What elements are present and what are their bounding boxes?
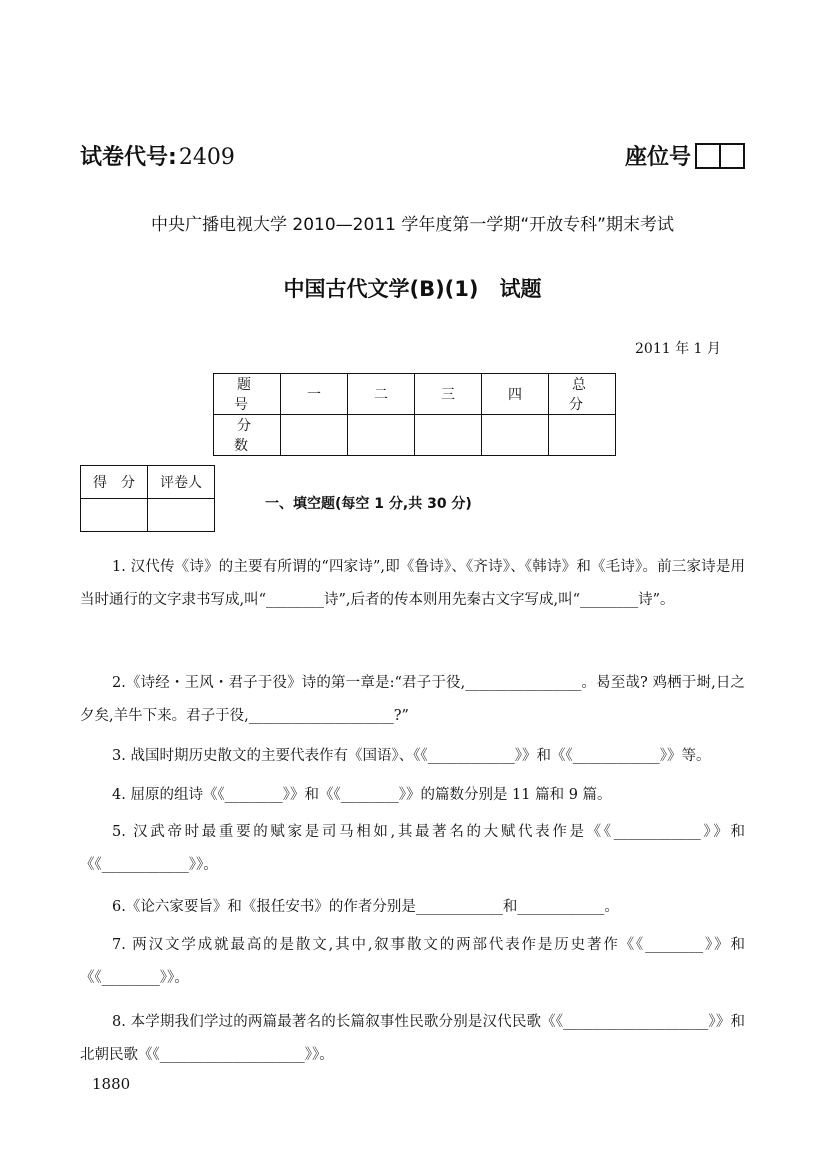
grader-name-label: 评卷人 bbox=[148, 466, 215, 499]
paper-code-label: 试卷代号 bbox=[80, 145, 169, 170]
question-8 bbox=[80, 1006, 745, 1072]
score-header-cell: 一 bbox=[281, 374, 348, 415]
section-title: 一、填空题(每空 1 分,共 30 分) bbox=[265, 496, 472, 512]
question-text: 2.《诗经・王风・君子于役》诗的第一章是:“君子于役,________________。曷至哉? 鸡栖于埘,日之夕矣,羊牛下来。君子于役,____________________?” bbox=[80, 675, 745, 724]
page-number: 1880 bbox=[92, 1075, 131, 1093]
question-7 bbox=[80, 929, 745, 995]
score-cell[interactable] bbox=[549, 415, 616, 456]
score-header-label: 题 号 bbox=[214, 374, 281, 415]
question-text: 7. 两汉文学成就最高的是散文,其中,叙事散文的两部代表作是历史著作《《________》》和《《________》》。 bbox=[80, 937, 745, 986]
score-header-total: 总 分 bbox=[549, 374, 616, 415]
question-text: 3. 战国时期历史散文的主要代表作有《国语》、《《____________》》和《《____________》》等。 bbox=[112, 748, 711, 764]
question-text: 1. 汉代传《诗》的主要有所谓的“四家诗”,即《鲁诗》、《齐诗》、《韩诗》和《毛诗》。前三家诗是用当时通行的文字隶书写成,叫“________诗”,后者的传本则用先秦古文字写成,叫“________诗”。 bbox=[80, 559, 745, 608]
question-text: 4. 屈原的组诗《《________》》和《《________》》的篇数分别是 11 篇和 9 篇。 bbox=[112, 787, 612, 803]
score-header-cell: 二 bbox=[348, 374, 415, 415]
question-text: 5. 汉武帝时最重要的赋家是司马相如,其最著名的大赋代表作是《《____________》》和《《____________》》。 bbox=[80, 824, 745, 873]
exam-date: 2011 年 1 月 bbox=[635, 341, 721, 357]
score-cell[interactable] bbox=[348, 415, 415, 456]
question-2 bbox=[80, 667, 745, 733]
seat-label: 座位号 bbox=[625, 145, 692, 170]
course-title: 中国古代文学(B)(1) 试题 bbox=[283, 277, 542, 301]
score-cell[interactable] bbox=[281, 415, 348, 456]
score-table-header-row bbox=[214, 374, 616, 415]
score-header-cell: 三 bbox=[415, 374, 482, 415]
score-cell[interactable] bbox=[482, 415, 549, 456]
seat-box[interactable] bbox=[721, 143, 745, 169]
score-row-label: 分 数 bbox=[214, 415, 281, 456]
grader-table-input-row bbox=[81, 499, 215, 532]
seat-boxes bbox=[695, 143, 745, 169]
score-cell[interactable] bbox=[415, 415, 482, 456]
grader-score-label: 得 分 bbox=[81, 466, 148, 499]
grader-name-cell[interactable] bbox=[148, 499, 215, 532]
score-table bbox=[213, 373, 624, 456]
seat-number bbox=[625, 140, 745, 171]
paper-code-number: 2409 bbox=[178, 145, 235, 170]
paper-code bbox=[80, 140, 235, 171]
question-text: 6.《论六家要旨》和《报任安书》的作者分别是____________和____________。 bbox=[112, 899, 619, 915]
question-5 bbox=[80, 816, 745, 882]
score-header-cell: 四 bbox=[482, 374, 549, 415]
grader-table-header-row bbox=[81, 466, 215, 499]
question-6 bbox=[80, 891, 745, 924]
question-3 bbox=[80, 740, 745, 773]
seat-box[interactable] bbox=[695, 143, 721, 169]
paper-code-separator: : bbox=[168, 145, 177, 170]
question-text: 8. 本学期我们学过的两篇最著名的长篇叙事性民歌分别是汉代民歌《《____________________》》和北朝民歌《《____________________》》。 bbox=[80, 1014, 745, 1063]
grader-table bbox=[80, 465, 215, 532]
question-4 bbox=[80, 779, 745, 812]
grader-score-cell[interactable] bbox=[81, 499, 148, 532]
score-table-score-row bbox=[214, 415, 616, 456]
question-1 bbox=[80, 551, 745, 617]
exam-title: 中央广播电视大学 2010—2011 学年度第一学期“开放专科”期末考试 bbox=[151, 215, 674, 235]
